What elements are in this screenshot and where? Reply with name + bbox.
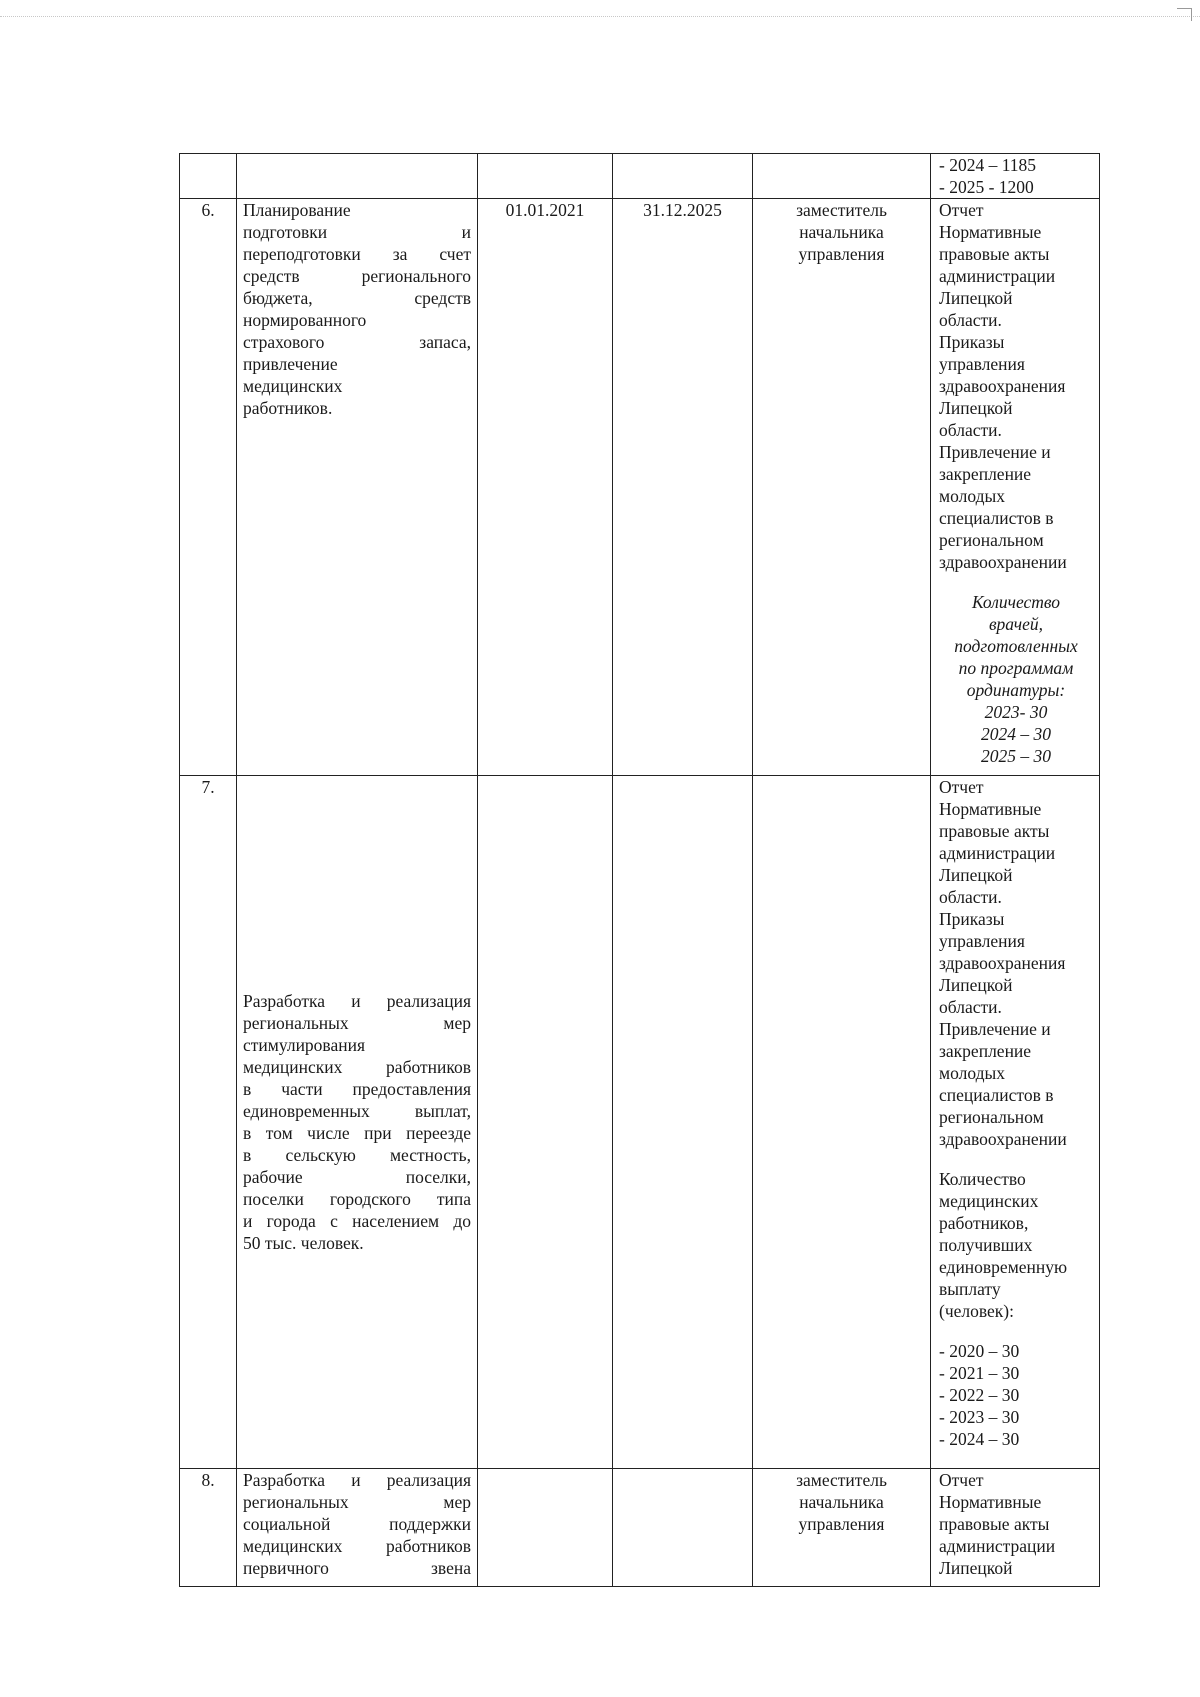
description-line: в части предоставления	[243, 1079, 471, 1099]
row-number-cell	[180, 154, 237, 199]
scan-corner-mark	[1177, 8, 1192, 21]
row-number: 8.	[201, 1470, 215, 1490]
result-indicator-line: получивших	[939, 1235, 1033, 1255]
description-line: в том числе при переезде	[243, 1123, 471, 1143]
result-line: региональном	[939, 1107, 1044, 1127]
description-line: первичного звена	[243, 1558, 471, 1578]
result-line: Отчет	[939, 777, 984, 797]
result-line: закрепление	[939, 464, 1032, 484]
start-date-cell	[478, 154, 613, 199]
end-date-cell	[613, 154, 753, 199]
table-row	[180, 776, 1100, 1469]
result-line: администрации	[939, 1536, 1056, 1556]
responsible-cell	[753, 154, 931, 199]
result-line: правовые акты	[939, 244, 1050, 264]
result-line: области.	[939, 997, 1002, 1017]
description-line: медицинских работников	[243, 1057, 471, 1077]
result-line: здравоохранении	[939, 552, 1067, 572]
description-line: Планирование	[243, 200, 351, 220]
result-year-value: - 2022 – 30	[939, 1385, 1020, 1405]
result-line: Нормативные	[939, 1492, 1042, 1512]
result-line: Липецкой	[939, 288, 1013, 308]
result-indicator-line: единовременную	[939, 1257, 1068, 1277]
result-line: специалистов в	[939, 1085, 1054, 1105]
description-line: и города с населением до	[243, 1211, 471, 1231]
table-row	[180, 1469, 1100, 1587]
result-cell	[931, 1469, 1100, 1587]
result-line: управления	[939, 931, 1025, 951]
measure-description-cell	[237, 776, 478, 1469]
description-line: поселки городского типа	[243, 1189, 471, 1209]
result-line: здравоохранении	[939, 1129, 1067, 1149]
result-indicator-line: 2023- 30	[984, 702, 1048, 722]
result-line: Привлечение и	[939, 1019, 1051, 1039]
result-indicator-line: ординатуры:	[966, 680, 1066, 700]
result-line: - 2024 – 1185	[939, 155, 1037, 175]
description-line: Разработка и реализация	[243, 1470, 471, 1490]
description-line: 50 тыс. человек.	[243, 1233, 364, 1253]
table-row	[180, 199, 1100, 776]
result-line: области.	[939, 310, 1002, 330]
measure-description-cell	[237, 1469, 478, 1587]
end-date-cell	[613, 776, 753, 1469]
result-year-value: - 2021 – 30	[939, 1363, 1020, 1383]
responsible-line: заместитель	[796, 1470, 887, 1490]
result-line: управления	[939, 354, 1025, 374]
result-cell	[931, 199, 1100, 776]
row-number: 6.	[201, 200, 215, 220]
description-line: работников.	[243, 398, 333, 418]
description-line: социальной поддержки	[243, 1514, 471, 1534]
responsible-line: начальника	[799, 222, 884, 242]
responsible-cell	[753, 776, 931, 1469]
end-date-cell	[613, 1469, 753, 1587]
description-line: региональных мер	[243, 1492, 471, 1512]
responsible-line: управления	[798, 1514, 885, 1534]
description-line: переподготовки за счет	[243, 244, 471, 264]
result-line: молодых	[939, 1063, 1005, 1083]
start-date: 01.01.2021	[505, 200, 585, 220]
result-indicator-line: выплату	[939, 1279, 1001, 1299]
description-line: подготовки и	[243, 222, 471, 242]
description-line: медицинских работников	[243, 1536, 471, 1556]
scan-top-edge	[0, 16, 1200, 17]
result-line: Липецкой	[939, 398, 1013, 418]
result-line: Нормативные	[939, 799, 1042, 819]
description-line: страхового запаса,	[243, 332, 471, 352]
result-cell	[931, 776, 1100, 1469]
measures-table	[179, 153, 1100, 1587]
description-line: стимулирования	[243, 1035, 366, 1055]
result-line: администрации	[939, 843, 1056, 863]
result-line: закрепление	[939, 1041, 1032, 1061]
row-number: 7.	[201, 777, 215, 797]
row-number-cell	[180, 1469, 237, 1587]
result-line: Приказы	[939, 332, 1005, 352]
result-line: Липецкой	[939, 865, 1013, 885]
description-line: медицинских	[243, 376, 343, 396]
responsible-cell	[753, 1469, 931, 1587]
start-date-cell	[478, 199, 613, 776]
table-row	[180, 154, 1100, 199]
result-line: Липецкой	[939, 1558, 1013, 1578]
responsible-cell	[753, 199, 931, 776]
result-line: специалистов в	[939, 508, 1054, 528]
result-line: области.	[939, 887, 1002, 907]
description-line: в сельскую местность,	[243, 1145, 471, 1165]
result-line: области.	[939, 420, 1002, 440]
spacer	[939, 573, 1093, 591]
responsible-line: начальника	[799, 1492, 884, 1512]
result-line: Отчет	[939, 1470, 984, 1490]
result-indicator-line: 2025 – 30	[981, 746, 1051, 766]
description-line: нормированного	[243, 310, 367, 330]
result-line: Приказы	[939, 909, 1005, 929]
result-line: Липецкой	[939, 975, 1013, 995]
row-number-cell	[180, 199, 237, 776]
result-year-value: - 2023 – 30	[939, 1407, 1020, 1427]
spacer	[939, 1150, 1093, 1168]
row-number-cell	[180, 776, 237, 1469]
result-line: региональном	[939, 530, 1044, 550]
description-line: средств регионального	[243, 266, 471, 286]
result-line: молодых	[939, 486, 1005, 506]
description-line: региональных мер	[243, 1013, 471, 1033]
result-line: здравоохранения	[939, 953, 1066, 973]
description-line: рабочие поселки,	[243, 1167, 471, 1187]
result-indicator-line: врачей,	[988, 614, 1044, 634]
end-date: 31.12.2025	[643, 200, 722, 220]
spacer	[939, 1322, 1093, 1340]
result-indicator-line: медицинских	[939, 1191, 1039, 1211]
result-line: Привлечение и	[939, 442, 1051, 462]
description-line: бюджета, средств	[243, 288, 471, 308]
result-line: здравоохранения	[939, 376, 1066, 396]
result-indicator-line: Количество	[971, 592, 1061, 612]
result-indicator-line: по программам	[958, 658, 1074, 678]
result-year-value: - 2024 – 30	[939, 1429, 1020, 1449]
result-line: правовые акты	[939, 1514, 1050, 1534]
description-line: привлечение	[243, 354, 338, 374]
result-line: Отчет	[939, 200, 984, 220]
start-date-cell	[478, 776, 613, 1469]
responsible-line: управления	[798, 244, 885, 264]
result-indicator-line: 2024 – 30	[981, 724, 1051, 744]
result-indicator-line: работников,	[939, 1213, 1029, 1233]
result-line: Нормативные	[939, 222, 1042, 242]
description-line: Разработка и реализация	[243, 991, 471, 1011]
result-cell	[931, 154, 1100, 199]
measure-description-cell	[237, 154, 478, 199]
result-line: правовые акты	[939, 821, 1050, 841]
result-indicator-line: подготовленных	[954, 636, 1078, 656]
measure-description-cell	[237, 199, 478, 776]
result-line: администрации	[939, 266, 1056, 286]
result-line: - 2025 - 1200	[939, 177, 1034, 197]
result-indicator-line: (человек):	[939, 1301, 1014, 1321]
result-year-value: - 2020 – 30	[939, 1341, 1020, 1361]
responsible-line: заместитель	[796, 200, 887, 220]
table-body	[180, 154, 1100, 1587]
description-line: единовременных выплат,	[243, 1101, 471, 1121]
end-date-cell	[613, 199, 753, 776]
result-indicator-line: Количество	[939, 1169, 1026, 1189]
start-date-cell	[478, 1469, 613, 1587]
